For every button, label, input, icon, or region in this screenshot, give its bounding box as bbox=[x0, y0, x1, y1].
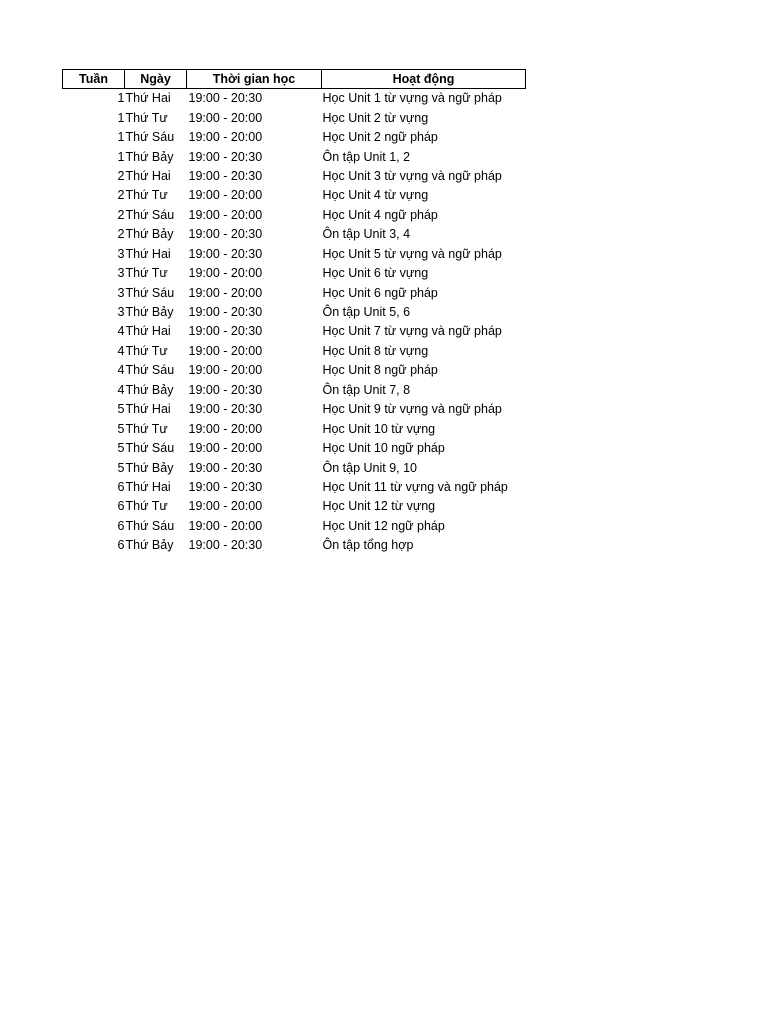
table-row bbox=[63, 419, 526, 438]
table-row bbox=[63, 517, 526, 536]
time-cell: 19:00 - 20:00 bbox=[188, 499, 263, 514]
activity-cell: Học Unit 7 từ vựng và ngữ pháp bbox=[322, 324, 502, 339]
activity-cell: Học Unit 8 từ vựng bbox=[322, 343, 429, 358]
week-cell: 1 bbox=[117, 130, 125, 145]
week-cell: 6 bbox=[117, 538, 125, 553]
column-header-day: Ngày bbox=[125, 70, 187, 89]
week-cell: 5 bbox=[117, 460, 125, 475]
time-cell: 19:00 - 20:30 bbox=[188, 149, 263, 164]
time-cell: 19:00 - 20:30 bbox=[188, 246, 263, 261]
day-cell: Thứ Hai bbox=[125, 246, 171, 261]
day-cell: Thứ Hai bbox=[125, 91, 171, 106]
table-row bbox=[63, 206, 526, 225]
week-cell: 2 bbox=[117, 227, 125, 242]
week-cell: 5 bbox=[117, 402, 125, 417]
table-row bbox=[63, 458, 526, 477]
activity-cell: Học Unit 3 từ vựng và ngữ pháp bbox=[322, 168, 502, 183]
table-row bbox=[63, 400, 526, 419]
time-cell: 19:00 - 20:30 bbox=[188, 91, 263, 106]
table-row bbox=[63, 245, 526, 264]
table-row bbox=[63, 186, 526, 205]
day-cell: Thứ Sáu bbox=[125, 130, 175, 145]
activity-cell: Ôn tập Unit 3, 4 bbox=[322, 227, 411, 242]
activity-cell: Học Unit 6 ngữ pháp bbox=[322, 285, 438, 300]
table-row bbox=[63, 342, 526, 361]
table-row bbox=[63, 322, 526, 341]
activity-cell: Học Unit 8 ngữ pháp bbox=[322, 363, 438, 378]
week-cell: 4 bbox=[117, 343, 125, 358]
table-row bbox=[63, 381, 526, 400]
day-cell: Thứ Hai bbox=[125, 402, 171, 417]
activity-cell: Học Unit 11 từ vựng và ngữ pháp bbox=[322, 479, 508, 494]
table-row bbox=[63, 264, 526, 283]
table-row bbox=[63, 147, 526, 166]
table-row bbox=[63, 108, 526, 127]
time-cell: 19:00 - 20:00 bbox=[188, 441, 263, 456]
activity-cell: Học Unit 12 từ vựng bbox=[322, 499, 436, 514]
activity-cell: Học Unit 6 từ vựng bbox=[322, 266, 429, 281]
day-cell: Thứ Bảy bbox=[125, 227, 174, 242]
week-cell: 6 bbox=[117, 518, 125, 533]
week-cell: 5 bbox=[117, 421, 125, 436]
table-row bbox=[63, 283, 526, 302]
time-cell: 19:00 - 20:30 bbox=[188, 227, 263, 242]
time-cell: 19:00 - 20:30 bbox=[188, 402, 263, 417]
time-cell: 19:00 - 20:00 bbox=[188, 421, 263, 436]
week-cell: 4 bbox=[117, 363, 125, 378]
activity-cell: Học Unit 2 từ vựng bbox=[322, 110, 429, 125]
time-cell: 19:00 - 20:30 bbox=[188, 305, 263, 320]
week-cell: 6 bbox=[117, 479, 125, 494]
day-cell: Thứ Tư bbox=[125, 499, 168, 514]
week-cell: 1 bbox=[117, 110, 125, 125]
table-header bbox=[63, 70, 526, 89]
week-cell: 1 bbox=[117, 149, 125, 164]
week-cell: 1 bbox=[117, 91, 125, 106]
week-cell: 3 bbox=[117, 246, 125, 261]
day-cell: Thứ Bảy bbox=[125, 149, 174, 164]
column-header-time: Thời gian học bbox=[187, 70, 322, 89]
activity-cell: Ôn tập tổng hợp bbox=[322, 538, 414, 553]
time-cell: 19:00 - 20:00 bbox=[188, 343, 263, 358]
time-cell: 19:00 - 20:00 bbox=[188, 363, 263, 378]
time-cell: 19:00 - 20:30 bbox=[188, 538, 263, 553]
day-cell: Thứ Hai bbox=[125, 168, 171, 183]
day-cell: Thứ Sáu bbox=[125, 363, 175, 378]
time-cell: 19:00 - 20:00 bbox=[188, 207, 263, 222]
activity-cell: Học Unit 2 ngữ pháp bbox=[322, 130, 438, 145]
day-cell: Thứ Tư bbox=[125, 343, 168, 358]
time-cell: 19:00 - 20:30 bbox=[188, 168, 263, 183]
activity-cell: Học Unit 4 từ vựng bbox=[322, 188, 429, 203]
column-header-week: Tuần bbox=[63, 70, 125, 89]
table-row bbox=[63, 478, 526, 497]
day-cell: Thứ Tư bbox=[125, 110, 168, 125]
day-cell: Thứ Sáu bbox=[125, 441, 175, 456]
time-cell: 19:00 - 20:00 bbox=[188, 518, 263, 533]
time-cell: 19:00 - 20:30 bbox=[188, 460, 263, 475]
table-row bbox=[63, 167, 526, 186]
table-row bbox=[63, 303, 526, 322]
activity-cell: Học Unit 10 từ vựng bbox=[322, 421, 436, 436]
day-cell: Thứ Bảy bbox=[125, 460, 174, 475]
time-cell: 19:00 - 20:30 bbox=[188, 382, 263, 397]
week-cell: 5 bbox=[117, 441, 125, 456]
week-cell: 4 bbox=[117, 324, 125, 339]
day-cell: Thứ Bảy bbox=[125, 538, 174, 553]
day-cell: Thứ Bảy bbox=[125, 382, 174, 397]
table-row bbox=[63, 225, 526, 244]
activity-cell: Học Unit 1 từ vựng và ngữ pháp bbox=[322, 91, 502, 106]
activity-cell: Ôn tập Unit 9, 10 bbox=[322, 460, 418, 475]
table-row bbox=[63, 128, 526, 147]
time-cell: 19:00 - 20:30 bbox=[188, 479, 263, 494]
activity-cell: Học Unit 9 từ vựng và ngữ pháp bbox=[322, 402, 502, 417]
time-cell: 19:00 - 20:30 bbox=[188, 324, 263, 339]
activity-cell: Ôn tập Unit 1, 2 bbox=[322, 149, 411, 164]
table-row bbox=[63, 497, 526, 516]
day-cell: Thứ Bảy bbox=[125, 305, 174, 320]
week-cell: 2 bbox=[117, 188, 125, 203]
time-cell: 19:00 - 20:00 bbox=[188, 266, 263, 281]
time-cell: 19:00 - 20:00 bbox=[188, 110, 263, 125]
day-cell: Thứ Sáu bbox=[125, 518, 175, 533]
activity-cell: Ôn tập Unit 5, 6 bbox=[322, 305, 411, 320]
activity-cell: Ôn tập Unit 7, 8 bbox=[322, 382, 411, 397]
study-schedule-sheet bbox=[62, 69, 526, 556]
week-cell: 6 bbox=[117, 499, 125, 514]
time-cell: 19:00 - 20:00 bbox=[188, 285, 263, 300]
table-row bbox=[63, 361, 526, 380]
study-schedule-table bbox=[62, 69, 526, 556]
day-cell: Thứ Sáu bbox=[125, 285, 175, 300]
activity-cell: Học Unit 5 từ vựng và ngữ pháp bbox=[322, 246, 502, 261]
week-cell: 2 bbox=[117, 207, 125, 222]
time-cell: 19:00 - 20:00 bbox=[188, 130, 263, 145]
table-row bbox=[63, 439, 526, 458]
header-row bbox=[63, 70, 526, 89]
week-cell: 2 bbox=[117, 168, 125, 183]
time-cell: 19:00 - 20:00 bbox=[188, 188, 263, 203]
day-cell: Thứ Tư bbox=[125, 188, 168, 203]
week-cell: 3 bbox=[117, 285, 125, 300]
day-cell: Thứ Sáu bbox=[125, 207, 175, 222]
day-cell: Thứ Hai bbox=[125, 324, 171, 339]
activity-cell: Học Unit 10 ngữ pháp bbox=[322, 441, 445, 456]
week-cell: 3 bbox=[117, 305, 125, 320]
day-cell: Thứ Tư bbox=[125, 266, 168, 281]
week-cell: 3 bbox=[117, 266, 125, 281]
day-cell: Thứ Tư bbox=[125, 421, 168, 436]
table-row bbox=[63, 536, 526, 555]
table-row bbox=[63, 89, 526, 109]
activity-cell: Học Unit 4 ngữ pháp bbox=[322, 207, 438, 222]
day-cell: Thứ Hai bbox=[125, 479, 171, 494]
week-cell: 4 bbox=[117, 382, 125, 397]
table-body bbox=[63, 89, 526, 556]
column-header-activity: Hoạt động bbox=[322, 70, 526, 89]
activity-cell: Học Unit 12 ngữ pháp bbox=[322, 518, 445, 533]
